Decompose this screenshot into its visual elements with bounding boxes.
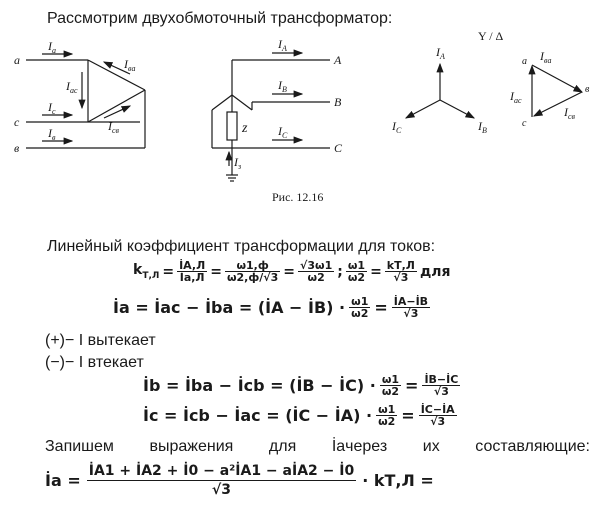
equation-Ia-components: İa = $\frac{\text{İA1 + İA2 + İ0 − a²İA1 − aİA2 − İ0}}{√3}$ · kТ,Л = — [45, 463, 434, 498]
transformer-diagram — [0, 0, 600, 190]
word-2: выражения — [149, 438, 234, 455]
equation-coef: $k_{Т,Л}$ = $\frac{İA,Л}{İa,Л}$ = $\frac{\omega 1,ф}{\omega 2,ф/√3}$ = $\frac{√3\omega 1}{\omega 2}$ ; $\frac{\omega 1}{\omega 2}$ = $\frac{kТ,Л}{√3}$ для — [133, 259, 451, 284]
equation-Ia: İa = İac − İba = (İA − İB) · $\frac{\omega 1}{\omega 2}$ = $\frac{İA-İB}{√3}$ — [113, 295, 429, 320]
vertex-c: c — [522, 118, 527, 129]
output-label-A: A — [334, 53, 342, 67]
line-label-v: в — [14, 141, 20, 155]
current-neutral: $I_з$ — [234, 155, 242, 171]
output-label-C: C — [334, 141, 343, 155]
current-ac: $I_{ac}$ — [66, 79, 78, 95]
current-C: $I_C$ — [278, 124, 288, 140]
figure-caption: Рис. 12.16 — [272, 190, 324, 204]
phasor-I-A: $I_A$ — [436, 45, 445, 61]
output-label-B: B — [334, 95, 342, 109]
word-5: их — [422, 438, 440, 455]
equation-Ib: İb = İba − İcb = (İB − İC) · $\frac{\omega 1}{\omega 2}$ = $\frac{İB-İC}{√3}$ — [143, 373, 459, 398]
current-va: $I_{вa}$ — [124, 57, 136, 73]
word-6: составляющие: — [475, 438, 590, 455]
line-label-a: a — [14, 53, 20, 67]
connection-type: Y / Δ — [478, 29, 504, 43]
word-3: для — [268, 438, 297, 455]
word-4: İaчерез — [331, 438, 388, 455]
coef-intro: Линейный коэффициент трансформации для токов: — [47, 238, 436, 255]
current-c: $I_c$ — [48, 100, 56, 116]
phasor-I-sv: $I_{св}$ — [564, 105, 576, 121]
word-1: Запишем — [45, 438, 114, 455]
phasor-I-C: $I_C$ — [392, 119, 402, 135]
phasor-I-ac: $I_{ac}$ — [510, 89, 522, 105]
current-A: $I_A$ — [278, 37, 287, 53]
components-sentence — [45, 438, 590, 456]
equation-Ic: İc = İcb − İac = (İC − İA) · $\frac{\omega 1}{\omega 2}$ = $\frac{İC-İA}{√3}$ — [143, 403, 455, 428]
heading: Рассмотрим двухобмоточный трансформатор: — [47, 10, 393, 27]
vertex-a: a — [522, 56, 527, 67]
line-label-c: c — [14, 115, 20, 129]
current-a: $I_a$ — [48, 39, 56, 55]
phasor-I-B: $I_B$ — [478, 119, 487, 135]
phasor-I-va: $I_{вa}$ — [540, 49, 552, 65]
current-sv: $I_{св}$ — [108, 119, 120, 135]
current-B: $I_B$ — [278, 78, 287, 94]
impedance-label: z — [242, 121, 248, 136]
vertex-v: в — [585, 84, 590, 95]
current-v: $I_в$ — [48, 126, 56, 142]
note-inflow: (−)− I втекает — [45, 354, 144, 371]
note-outflow: (+)− I вытекает — [45, 332, 156, 349]
